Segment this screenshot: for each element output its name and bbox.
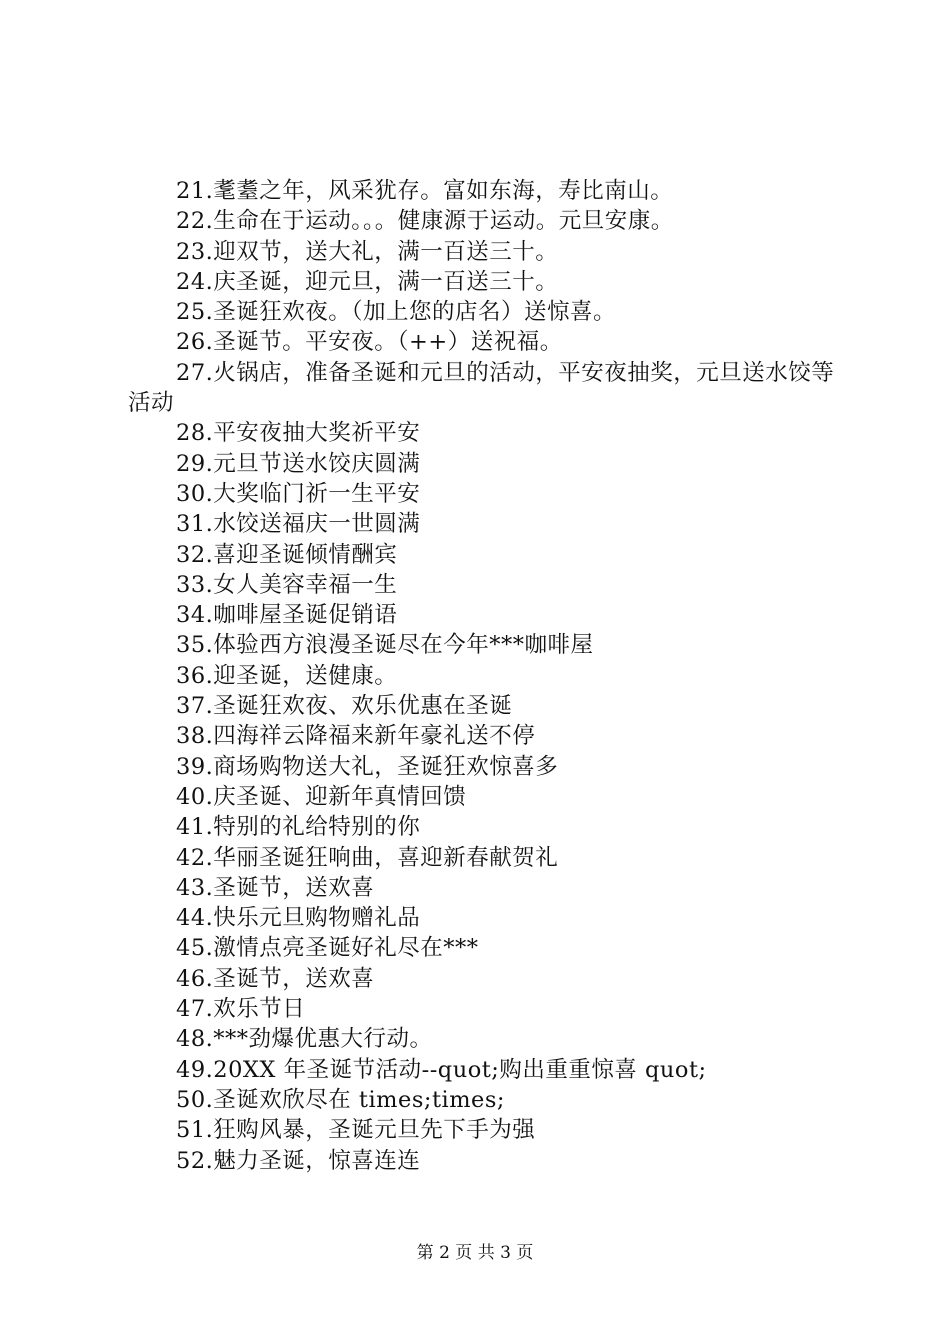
list-item: 42.华丽圣诞狂响曲，喜迎新春献贺礼 <box>176 844 559 871</box>
page-footer <box>0 1242 950 1264</box>
list-item: 47.欢乐节日 <box>176 996 306 1023</box>
document-body <box>128 176 838 1176</box>
list-item: 50.圣诞欢欣尽在 times;times; <box>176 1086 505 1113</box>
list-item: 49.20XX 年圣诞节活动--quot;购出重重惊喜 quot; <box>176 1056 707 1083</box>
list-item: 31.水饺送福庆一世圆满 <box>176 511 421 538</box>
list-item: 29.元旦节送水饺庆圆满 <box>176 450 421 477</box>
list-item: 30.大奖临门祈一生平安 <box>176 480 421 507</box>
list-item: 33.女人美容幸福一生 <box>176 571 398 598</box>
list-item: 22.生命在于运动。。。健康源于运动。元旦安康。 <box>176 208 674 235</box>
list-item: 32.喜迎圣诞倾情酬宾 <box>176 541 398 568</box>
list-item: 34.咖啡屋圣诞促销语 <box>176 602 398 629</box>
list-item: 35.体验西方浪漫圣诞尽在今年***咖啡屋 <box>176 632 594 659</box>
list-item: 28.平安夜抽大奖祈平安 <box>176 420 421 447</box>
list-item: 27.火锅店，准备圣诞和元旦的活动，平安夜抽奖，元旦送水饺等活动 <box>128 359 835 417</box>
list-item: 46.圣诞节，送欢喜 <box>176 965 375 992</box>
list-item: 38.四海祥云降福来新年豪礼送不停 <box>176 723 536 750</box>
page-number-label: 第 2 页 共 3 页 <box>416 1243 534 1263</box>
list-item: 39.商场购物送大礼，圣诞狂欢惊喜多 <box>176 753 559 780</box>
list-item: 37.圣诞狂欢夜、欢乐优惠在圣诞 <box>176 693 513 720</box>
list-item: 36.迎圣诞，送健康。 <box>176 662 398 689</box>
list-item: 23.迎双节，送大礼，满一百送三十。 <box>176 238 559 265</box>
list-item: 24.庆圣诞，迎元旦，满一百送三十。 <box>176 268 559 295</box>
list-item: 41.特别的礼给特别的你 <box>176 814 421 841</box>
list-item: 44.快乐元旦购物赠礼品 <box>176 905 421 932</box>
list-item: 45.激情点亮圣诞好礼尽在*** <box>176 935 479 962</box>
list-item: 40.庆圣诞、迎新年真情回馈 <box>176 783 467 810</box>
list-item: 48.***劲爆优惠大行动。 <box>176 1026 433 1053</box>
list-item: 43.圣诞节，送欢喜 <box>176 874 375 901</box>
list-item: 26.圣诞节。平安夜。（++）送祝福。 <box>176 329 563 356</box>
list-item: 52.魅力圣诞，惊喜连连 <box>176 1147 421 1174</box>
list-item: 25.圣诞狂欢夜。（加上您的店名）送惊喜。 <box>176 299 617 326</box>
list-item: 21.耄耋之年，风采犹存。富如东海，寿比南山。 <box>176 178 674 204</box>
list-item: 51.狂购风暴，圣诞元旦先下手为强 <box>176 1117 536 1144</box>
